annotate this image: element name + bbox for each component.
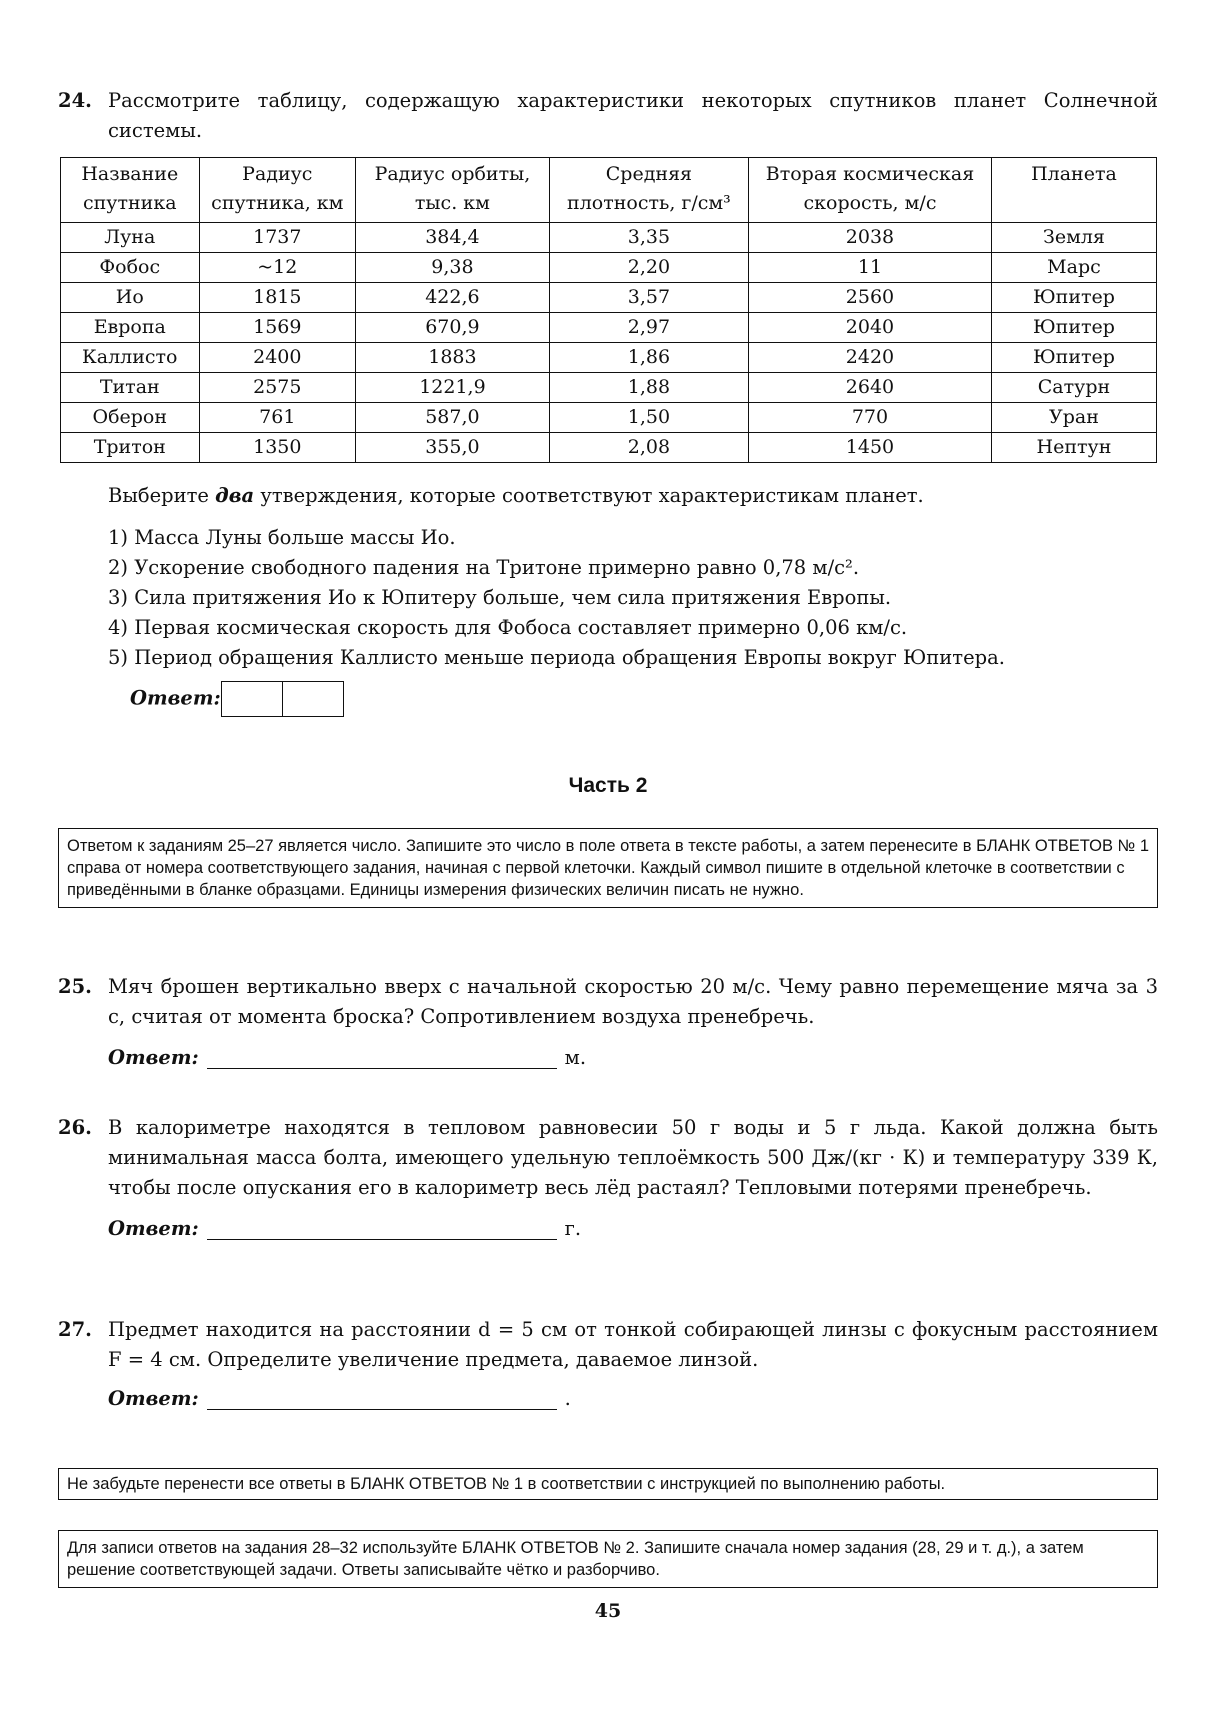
question-number: 24. (58, 89, 92, 112)
table-row (61, 223, 1157, 253)
question-text: В калориметре находятся в тепловом равновесии 50 г воды и 5 г льда. Какой должна быть минимальная масса болта, имеющего удельную теплоёмкость 500 Дж/(кг · К) и температуру 339 К, чтобы после опускания его в калориметр весь лёд растаял? Тепловыми потерями пренебречь. (108, 1116, 1158, 1199)
table-cell: Уран (991, 403, 1156, 433)
question-26 (58, 1113, 1158, 1240)
column-header: Радиус спутника, км (199, 158, 356, 223)
answer-field[interactable] (207, 1046, 557, 1069)
table-cell: 2040 (749, 313, 992, 343)
table-row (61, 283, 1157, 313)
table-cell: Юпитер (991, 313, 1156, 343)
table-cell: 2038 (749, 223, 992, 253)
table-cell: 2400 (199, 343, 356, 373)
table-cell: 11 (749, 253, 992, 283)
question-text: Мяч брошен вертикально вверх с начальной скоростью 20 м/с. Чему равно перемещение мяча за 3 с, считая от момента броска? Сопротивлением воздуха пренебречь. (108, 975, 1158, 1028)
table-cell: 2560 (749, 283, 992, 313)
table-cell: 9,38 (356, 253, 550, 283)
table-cell: 761 (199, 403, 356, 433)
table-cell: Фобос (61, 253, 200, 283)
answer-row (130, 681, 1158, 717)
table-cell: Луна (61, 223, 200, 253)
answer-unit: . (564, 1387, 571, 1410)
table-cell: 422,6 (356, 283, 550, 313)
answer-cell[interactable] (221, 681, 283, 717)
option: 3) Сила притяжения Ио к Юпитеру больше, чем сила притяжения Европы. (108, 586, 892, 609)
answer-label: Ответ: (108, 1217, 199, 1240)
option: 1) Масса Луны больше массы Ио. (108, 526, 456, 549)
table-cell: Юпитер (991, 343, 1156, 373)
answer-field[interactable] (207, 1387, 557, 1410)
satellites-table (60, 157, 1157, 463)
page-number: 45 (594, 1600, 622, 1622)
column-header: Название спутника (61, 158, 200, 223)
table-row (61, 343, 1157, 373)
answer-label: Ответ: (108, 1046, 199, 1069)
column-header: Средняя плотность, г/см³ (549, 158, 748, 223)
question-25 (58, 972, 1158, 1069)
answer-unit: г. (564, 1217, 582, 1240)
table-cell: Юпитер (991, 283, 1156, 313)
form2-note-box: Для записи ответов на задания 28–32 используйте БЛАНК ОТВЕТОВ № 2. Запишите сначала номер задания (28, 29 и т. д.), а затем решение соответствующей задачи. Ответы записывайте чётко и разборчиво. (58, 1530, 1158, 1588)
question-text: Рассмотрите таблицу, содержащую характеристики некоторых спутников планет Солнечной системы. (108, 89, 1158, 142)
answer-field[interactable] (207, 1217, 557, 1240)
table-cell: 2,97 (549, 313, 748, 343)
instruction-box: Ответом к заданиям 25–27 является число. Запишите это число в поле ответа в тексте работы, а затем перенесите в БЛАНК ОТВЕТОВ № 1 справа от номера соответствующего задания, начиная с первой клеточки. Каждый символ пишите в отдельной клеточке в соответствии с приведёнными в бланке образцами. Единицы измерения физических величин писать не нужно. (58, 828, 1158, 908)
table-cell: Ио (61, 283, 200, 313)
table-cell: 1569 (199, 313, 356, 343)
column-header: Вторая космическая скорость, м/с (749, 158, 992, 223)
answer-cell[interactable] (283, 681, 344, 717)
table-cell: Оберон (61, 403, 200, 433)
table-cell: 1,50 (549, 403, 748, 433)
table-cell: 2420 (749, 343, 992, 373)
question-text: Предмет находится на расстоянии d = 5 см от тонкой собирающей линзы с фокусным расстоянием F = 4 см. Определите увеличение предмета, даваемое линзой. (108, 1318, 1158, 1371)
table-cell: 3,57 (549, 283, 748, 313)
question-24 (58, 86, 1158, 146)
table-cell: Нептун (991, 433, 1156, 463)
option: 5) Период обращения Каллисто меньше периода обращения Европы вокруг Юпитера. (108, 646, 1005, 669)
table-cell: 1221,9 (356, 373, 550, 403)
table-cell: 587,0 (356, 403, 550, 433)
table-cell: 2,20 (549, 253, 748, 283)
column-header: Планета (991, 158, 1156, 223)
answer-label: Ответ: (108, 1387, 199, 1410)
reminder-box: Не забудьте перенести все ответы в БЛАНК ОТВЕТОВ № 1 в соответствии с инструкцией по выполнению работы. (58, 1468, 1158, 1500)
option: 2) Ускорение свободного падения на Тритоне примерно равно 0,78 м/с². (108, 556, 860, 579)
table-cell: Титан (61, 373, 200, 403)
table-cell: 670,9 (356, 313, 550, 343)
table-cell: 384,4 (356, 223, 550, 253)
question-prompt (108, 481, 1158, 511)
part-title: Часть 2 (568, 774, 648, 797)
table-cell: 1883 (356, 343, 550, 373)
option: 4) Первая космическая скорость для Фобоса составляет примерно 0,06 км/с. (108, 616, 908, 639)
question-number: 26. (58, 1116, 92, 1139)
table-cell: Земля (991, 223, 1156, 253)
table-cell: 1,88 (549, 373, 748, 403)
table-cell: 1350 (199, 433, 356, 463)
table-cell: Сатурн (991, 373, 1156, 403)
table-cell: Марс (991, 253, 1156, 283)
table-cell: 2,08 (549, 433, 748, 463)
table-row (61, 433, 1157, 463)
table-cell: Каллисто (61, 343, 200, 373)
table-cell: ~12 (199, 253, 356, 283)
table-cell: 1737 (199, 223, 356, 253)
answer-unit: м. (564, 1046, 587, 1069)
table-cell: 355,0 (356, 433, 550, 463)
answer-label: Ответ: (130, 686, 221, 710)
table-cell: 770 (749, 403, 992, 433)
table-row (61, 253, 1157, 283)
table-cell: 2575 (199, 373, 356, 403)
table-cell: Тритон (61, 433, 200, 463)
prompt-text: Выберите (108, 484, 216, 507)
table-cell: 1450 (749, 433, 992, 463)
question-number: 25. (58, 975, 92, 998)
prompt-text: утверждения, которые соответствуют характеристикам планет. (254, 484, 924, 507)
table-cell: Европа (61, 313, 200, 343)
table-row (61, 313, 1157, 343)
table-cell: 1815 (199, 283, 356, 313)
table-cell: 1,86 (549, 343, 748, 373)
table-cell: 2640 (749, 373, 992, 403)
table-row (61, 373, 1157, 403)
table-row (61, 403, 1157, 433)
column-header: Радиус орбиты, тыс. км (356, 158, 550, 223)
question-24-options (108, 481, 1158, 717)
question-27 (58, 1315, 1158, 1410)
table-cell: 3,35 (549, 223, 748, 253)
prompt-emphasis: два (215, 484, 255, 507)
question-number: 27. (58, 1318, 92, 1341)
answer-boxes[interactable] (221, 681, 344, 717)
